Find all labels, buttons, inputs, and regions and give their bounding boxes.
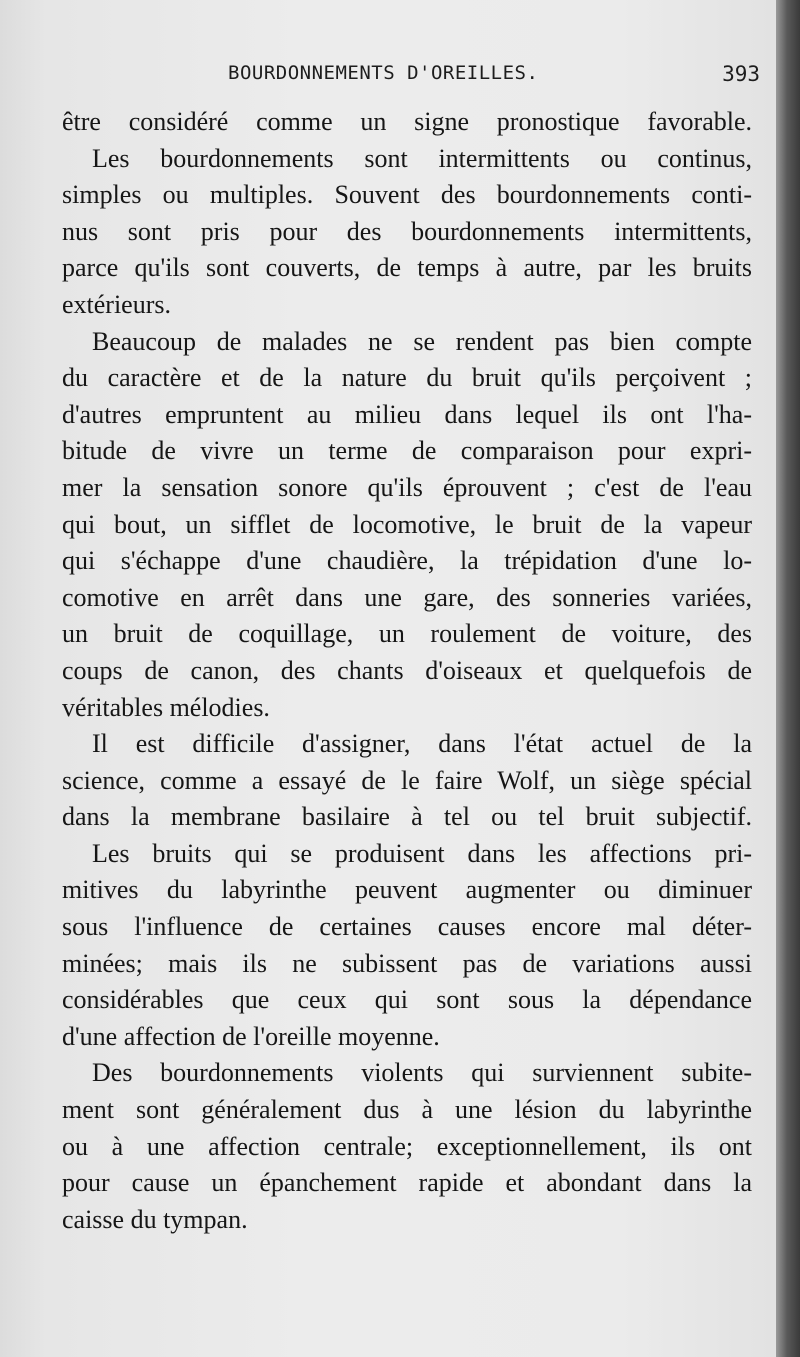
text-line: comotive en arrêt dans une gare, des sonneries variées, (62, 582, 752, 612)
text-line: mer la sensation sonore qu'ils éprouvent ; c'est de l'eau (62, 472, 752, 502)
text-line: du caractère et de la nature du bruit qu'ils perçoivent ; (62, 363, 752, 393)
text-line: Des bourdonnements violents qui surviennent subite- (92, 1058, 752, 1088)
text-line: simples ou multiples. Souvent des bourdonnements conti- (62, 180, 752, 210)
text-line: Les bourdonnements sont intermittents ou continus, (92, 143, 752, 173)
text-line: qui s'échappe d'une chaudière, la trépidation d'une lo- (62, 546, 752, 576)
text-line: nus sont pris pour des bourdonnements intermittents, (62, 216, 752, 246)
text-line: caisse du tympan. (62, 1204, 248, 1234)
text-line: pour cause un épanchement rapide et abondant dans la (62, 1168, 752, 1198)
body-text (62, 104, 752, 1238)
page-edge-shadow (776, 0, 800, 1357)
page-number: 393 (722, 62, 760, 86)
text-line: considérables que ceux qui sont sous la dépendance (62, 985, 752, 1015)
text-line: qui bout, un sifflet de locomotive, le bruit de la vapeur (62, 509, 752, 539)
text-line: un bruit de coquillage, un roulement de voiture, des (62, 619, 752, 649)
text-line: véritables mélodies. (62, 692, 270, 722)
text-line: d'une affection de l'oreille moyenne. (62, 1021, 440, 1051)
text-line: ment sont généralement dus à une lésion du labyrinthe (62, 1095, 752, 1125)
text-line: science, comme a essayé de le faire Wolf, un siège spécial (62, 765, 752, 795)
text-line: coups de canon, des chants d'oiseaux et quelquefois de (62, 655, 752, 685)
text-line: mitives du labyrinthe peuvent augmenter ou diminuer (62, 875, 752, 905)
text-line: minées; mais ils ne subissent pas de variations aussi (62, 948, 752, 978)
text-line: Beaucoup de malades ne se rendent pas bien compte (92, 326, 752, 356)
running-title: BOURDONNEMENTS D'OREILLES. (228, 62, 539, 84)
text-line: parce qu'ils sont couverts, de temps à autre, par les bruits (62, 253, 752, 283)
text-line: bitude de vivre un terme de comparaison pour expri- (62, 436, 752, 466)
text-line: Les bruits qui se produisent dans les affections pri- (92, 838, 752, 868)
text-line: d'autres empruntent au milieu dans lequel ils ont l'ha- (62, 399, 752, 429)
text-line: Il est difficile d'assigner, dans l'état actuel de la (92, 729, 752, 759)
text-line: dans la membrane basilaire à tel ou tel bruit subjectif. (62, 802, 752, 832)
page-header (110, 58, 770, 92)
text-line: extérieurs. (62, 289, 172, 319)
text-line: être considéré comme un signe pronostique favorable. (62, 107, 752, 136)
text-line: sous l'influence de certaines causes encore mal déter- (62, 912, 752, 942)
text-line: ou à une affection centrale; exceptionnellement, ils ont (62, 1131, 752, 1161)
